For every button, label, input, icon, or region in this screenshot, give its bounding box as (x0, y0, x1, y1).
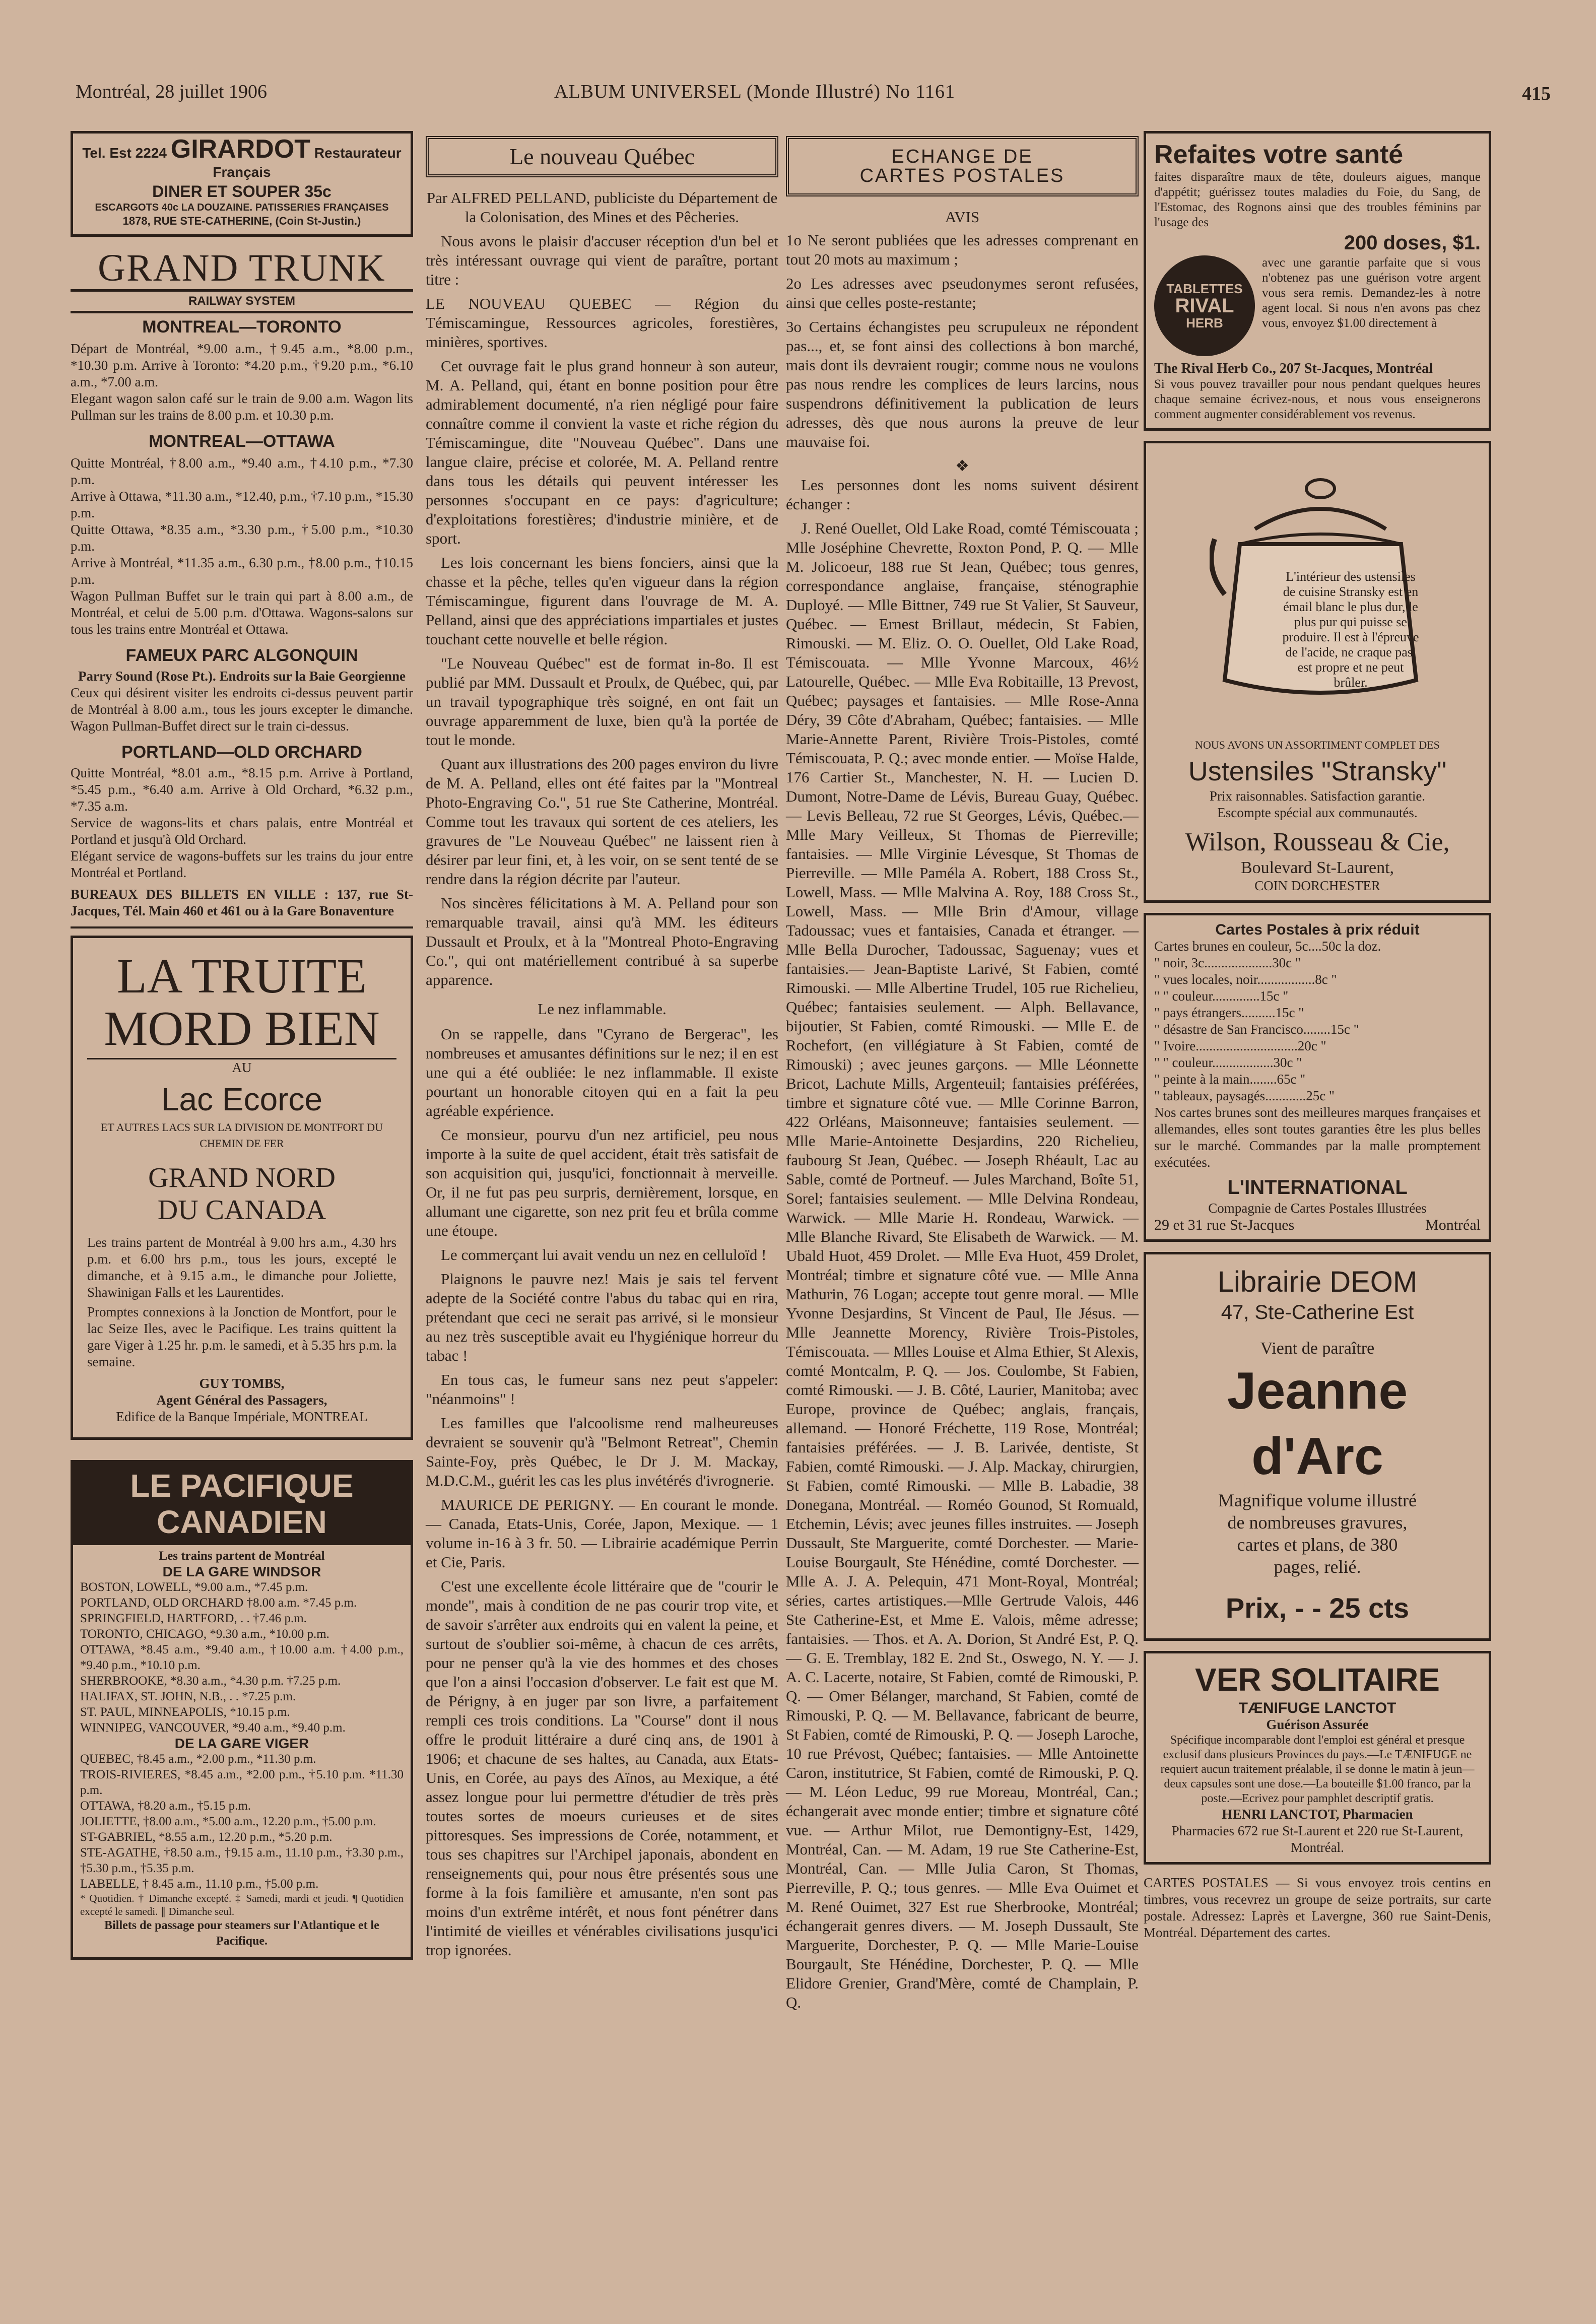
cartes-l8: " " couleur..................30c " (1154, 1055, 1302, 1070)
cartes-l1: Cartes brunes en couleur, 5c....50c la doz. (1154, 939, 1381, 954)
pac-l13: JOLIETTE, †8.00 a.m., *5.00 a.m., 12.20 p.m., †5.00 p.m. (80, 1815, 376, 1828)
grand-trunk-ad (71, 247, 413, 919)
stransky-ad (1144, 441, 1491, 903)
cartes-l9: " peinte à la main........65c " (1154, 1072, 1306, 1087)
girardot-tag: Restaurateur Français (213, 145, 402, 180)
truite-sub: ET AUTRES LACS SUR LA DIVISION DE MONTFORT DU CHEMIN DE FER (100, 1121, 383, 1150)
stransky-firm: Wilson, Rousseau & Cie, (1185, 828, 1450, 856)
gt-h2: MONTREAL—OTTAWA (149, 432, 335, 451)
cartes-name: L'INTERNATIONAL (1227, 1176, 1408, 1199)
rival-logo-l2: RIVAL (1175, 295, 1234, 317)
pac-l5: OTTAWA, *8.45 a.m., *9.40 a.m., †10.00 a.m. †4.00 p.m., *9.40 p.m., *10.10 p.m. (80, 1643, 404, 1672)
deom-d2: de nombreuses gravures, (1227, 1512, 1408, 1533)
rival-logo-l3: HERB (1186, 315, 1223, 330)
gt-t6: Arrive à Montréal, *11.35 a.m., 6.30 p.m., †8.00 p.m., †10.15 p.m. (71, 555, 413, 587)
pac-l8: ST. PAUL, MINNEAPOLIS, *10.15 p.m. (80, 1705, 290, 1719)
article-p9: Ce monsieur, pourvu d'un nez artificiel, peu nous importe à la suite de quel accident, était très satisfait de son acquisition qui, jusqu'ici, fonctionnait à merveille. Or, il ne fut pas peu surpris, dernièrement, lorsque, en allumant une cigarette, son nez prit feu et brûla comme une étoupe. (426, 1126, 778, 1239)
cartes-postales-notice: CARTES POSTALES — Si vous envoyez trois centins en timbres, vous recevrez un groupe de seize portraits, sur carte postale. Adressez: Laprès et Lavergne, 360 rue Saint-Denis, Montréal. Département des cartes. (1144, 1875, 1491, 1940)
pac-l11: TROIS-RIVIERES, *8.45 a.m., *2.00 p.m., †5.10 p.m. *11.30 p.m. (80, 1768, 404, 1797)
girardot-l2: ESCARGOTS 40c LA DOUZAINE. PATISSERIES FRANÇAISES (95, 202, 389, 213)
column-2 (426, 131, 778, 1965)
stransky-l2: Escompte spécial aux communautés. (1217, 805, 1418, 820)
divider (71, 926, 413, 928)
gt-t9: Ceux qui désirent visiter les endroits ci-dessus peuvent partir de Montréal à 8.00 a.m., tous les jours excepter le dimanche. Wagon Pullman-Buffet direct sur le train ci-dessus. (71, 685, 413, 734)
girardot-name: GIRARDOT (170, 135, 311, 164)
avis-heading: AVIS (945, 208, 980, 226)
gt-h1: MONTREAL—TORONTO (142, 317, 342, 337)
pac-l7: HALIFAX, ST. JOHN, N.B., . . *7.25 p.m. (80, 1690, 296, 1703)
truite-sig: GUY TOMBS, (199, 1376, 285, 1391)
ver-text: Spécifique incomparable dont l'emploi est général et presque exclusif dans plusieurs Provinces du pays.—Le TÆNIFUGE ne requiert aucun traitement préalable, il se donne le matin à jeun—deux capsules sont une dose.—La bouteille $1.00 franco, par la poste.—Ecrivez pour pamphlet descriptif gratis. (1160, 1734, 1475, 1805)
cartes-l6: " désastre de San Francisco........15c " (1154, 1022, 1359, 1037)
pac-l18: Billets de passage pour steamers sur l'Atlantique et le Pacifique. (104, 1919, 379, 1948)
header-title: ALBUM UNIVERSEL (Monde Illustré) No 1161 (554, 81, 956, 102)
cartes-addr-left: 29 et 31 rue St-Jacques (1154, 1217, 1295, 1233)
pac-l15: STE-AGATHE, †8.50 a.m., †9.15 a.m., 11.10 p.m., †3.30 p.m., †5.30 p.m., †5.35 p.m. (80, 1846, 404, 1875)
pac-sub: Les trains partent de Montréal (159, 1549, 325, 1563)
truite-p2: Promptes connexions à la Jonction de Montfort, pour le lac Seize Iles, avec le Pacifique. Les trains quittent la gare Viger à 1.25 hr. p.m. le samedi, et à 5.35 hrs p.m. la semaine. (87, 1304, 396, 1369)
gt-h3: FAMEUX PARC ALGONQUIN (125, 646, 358, 665)
pac-l17: * Quotidien. † Dimanche excepté. ‡ Samedi, mardi et jeudi. ¶ Quotidien excepté le samedi. ∥ Dimanche seul. (80, 1892, 404, 1917)
article-p2: LE NOUVEAU QUEBEC — Région du Témiscamingue, Ressources agricoles, forestières, minières, sportives. (426, 295, 778, 351)
deom-addr: 47, Ste-Catherine Est (1221, 1301, 1414, 1323)
pac-g1: DE LA GARE WINDSOR (162, 1564, 321, 1579)
gt-t5: Quitte Ottawa, *8.35 a.m., *3.30 p.m., †5.00 p.m., *10.30 p.m. (71, 522, 413, 554)
truite-sig3: Edifice de la Banque Impériale, MONTREAL (116, 1409, 368, 1424)
article-p6: Quant aux illustrations des 200 pages environ du livre de M. A. Pelland, elles ont été faites par la "Montreal Photo-Engraving Co.", 51 rue Ste Catherine, Montréal. Comme tout les travaux qui sortent de ces ateliers, les gravures de "Le Nouveau Québec" ne laissent rien à désirer par leur fini, et, à les voir, on se sent tenté de se rendre dans la région décrite par l'auteur. (426, 755, 778, 888)
column-4 (1144, 131, 1491, 1941)
column-1 (71, 131, 413, 1970)
truite-rail2: DU CANADA (157, 1194, 326, 1226)
gt-t10: Quitte Montréal, *8.01 a.m., *8.15 p.m. Arrive à Portland, *5.45 p.m., *6.40 a.m. Arrive à Old Orchard, *6.32 p.m., *7.35 a.m. (71, 765, 413, 814)
column-3 (786, 131, 1139, 2017)
article-p11: Plaignons le pauvre nez! Mais je sais tel fervent adepte de la Société contre l'abus du tabac qui en rira, prétendant que ceci ne serait pas arrivé, si le monsieur au nez très susceptible avait eu l'hygiénique horreur du tabac ! (426, 1270, 778, 1364)
ver-solitaire-ad (1144, 1651, 1491, 1865)
cartes-l7: " Ivoire..............................20c " (1154, 1038, 1326, 1053)
deom-vient: Vient de paraître (1260, 1339, 1375, 1358)
header-date: Montréal, 28 juillet 1906 (76, 81, 267, 102)
gt-h4: PORTLAND—OLD ORCHARD (121, 743, 362, 762)
rival-title: Refaites votre santé (1154, 140, 1404, 169)
ver-g: Guérison Assurée (1266, 1717, 1369, 1732)
exchange-banner (786, 136, 1139, 196)
pac-l14: ST-GABRIEL, *8.55 a.m., 12.20 p.m., *5.20 p.m. (80, 1830, 332, 1844)
pac-l12: OTTAWA, †8.20 a.m., †5.15 p.m. (80, 1799, 251, 1813)
cartes-l10: " tableaux, paysagés............25c " (1154, 1088, 1335, 1103)
girardot-tel: Tel. Est 2224 (82, 145, 167, 161)
cartes-l5: " pays étrangers..........15c " (1154, 1005, 1304, 1020)
truite-sig2: Agent Général des Passagers, (156, 1392, 327, 1408)
pac-l3: SPRINGFIELD, HARTFORD, . . †7.46 p.m. (80, 1612, 307, 1625)
cartes-ad (1144, 913, 1491, 1242)
exchange-banner-l1: ECHANGE DE (891, 146, 1033, 167)
gt-t13: BUREAUX DES BILLETS EN VILLE : 137, rue St-Jacques, Tél. Main 460 et 461 ou à la Gare Bonaventure (71, 887, 413, 918)
girardot-ad (71, 131, 413, 237)
cartes-l4: " " couleur..............15c " (1154, 988, 1289, 1004)
cartes-l2: " noir, 3c....................30c " (1154, 955, 1301, 970)
avis-rule-3: 3o Certains échangistes peu scrupuleux ne répondent pas..., et, se font ainsi des collections à bon marché, mais dont ils devraient rougir; comme nous ne voulons pas nous rendre les complices de leurs larcins, nous suspendrons définitivement la publication de leurs adresses, dès que nous aurons la preuve de leur mauvaise foi. (786, 318, 1139, 450)
article-p14: MAURICE DE PERIGNY. — En courant le monde. — Canada, Etats-Unis, Corée, Japon, Mexique. — 1 volume in-16 à 3 fr. 50. — Librairie académique Perrin et Cie, Paris. (426, 1496, 778, 1571)
truite-ad (71, 936, 413, 1440)
avis-rule-1: 1o Ne seront publiées que les adresses comprenant en tout 20 mots au maximum ; (786, 231, 1139, 268)
gt-t4: Arrive à Ottawa, *11.30 a.m., *12.40, p.m., †7.10 p.m., *15.30 p.m. (71, 489, 413, 520)
truite-place: Lac Ecorce (161, 1081, 323, 1117)
article-byline: Par ALFRED PELLAND, publiciste du Département de la Colonisation, des Mines et des Pêcheries. (426, 189, 778, 226)
pac-l6: SHERBROOKE, *8.30 a.m., *4.30 p.m. †7.25 p.m. (80, 1674, 341, 1688)
cartes-text: Nos cartes brunes sont des meilleures marques françaises et allemandes, elles sont toutes garanties être les plus belles sur le marché. Commandes par la malle promptement exécutées. (1154, 1105, 1481, 1170)
deom-ad (1144, 1252, 1491, 1641)
stransky-corner: COIN DORCHESTER (1254, 878, 1380, 893)
rival-herb-ad (1144, 131, 1491, 431)
gt-t11: Service de wagons-lits et chars palais, entre Montréal et Portland et jusqu'à Old Orchard. (71, 815, 413, 847)
deom-name: Librairie DEOM (1217, 1266, 1418, 1298)
article-p8: On se rappelle, dans "Cyrano de Bergerac", les nombreuses et amusantes définitions sur le nez; il en est une qui a été oubliée: le nez inflammable. Il existe pourtant un honorable citoyen qui en a fait la peu agréable expérience. (426, 1025, 778, 1119)
rival-text: avec une garantie parfaite que si vous n'obtenez pas une guérison votre argent vous sera remis. Demandez-les à notre agent local. Si nous n'en avons pas chez vous, envoyez $1.00 directement à (1262, 256, 1481, 330)
ornament: ❖ (955, 457, 969, 475)
stransky-note: L'intérieur des ustensiles de cuisine Stransky est en émail blanc le plus dur, le plus pur qui puisse se produire. Il est à l'épreuve de l'acide, ne craque pas, est propre et ne peut brûler. (1282, 569, 1419, 690)
avis-rule-2: 2o Les adresses avec pseudonymes seront refusées, ainsi que celles poste-restante; (786, 275, 1139, 311)
pac-l1: BOSTON, LOWELL, *9.00 a.m., *7.45 p.m. (80, 1580, 308, 1594)
truite-p1: Les trains partent de Montréal à 9.00 hrs a.m., 4.30 hrs p.m. et 6.00 hrs p.m., tous les jours, excepté le dimanche, et à 9.15 a.m., le dimanche pour Joliette, Shawinigan Falls et les Laurentides. (87, 1235, 396, 1300)
girardot-l1: DINER ET SOUPER 35c (152, 182, 331, 201)
pac-l10: QUEBEC, †8.45 a.m., *2.00 p.m., *11.30 p.m. (80, 1752, 316, 1766)
rival-price: 200 doses, $1. (1344, 232, 1481, 254)
truite-t2: MORD BIEN (104, 1002, 380, 1056)
pac-l4: TORONTO, CHICAGO, *9.30 a.m., *10.00 p.m. (80, 1627, 329, 1641)
pacifique-ad (71, 1460, 413, 1960)
rival-side: faites disparaître maux de tête, douleurs aigues, manque d'appétit; guérissez toutes maladies du Foie, du Sang, de l'Estomac, des Rognons ainsi que des troubles féminins par l'usage des (1154, 170, 1481, 229)
pac-g2: DE LA GARE VIGER (174, 1736, 309, 1751)
page-header (76, 76, 1551, 111)
rival-logo-l1: TABLETTES (1166, 281, 1243, 296)
article-p1: Nous avons le plaisir d'accuser réception d'un bel et très intéressant ouvrage qui vient de paraître, portant titre : (426, 232, 778, 288)
cartes-title: Cartes Postales à prix réduit (1215, 921, 1420, 938)
kettle-illustration (1154, 448, 1481, 731)
article-p12: En tous cas, le fumeur sans nez peut s'appeler: "néanmoins" ! (426, 1371, 778, 1408)
stransky-assort: NOUS AVONS UN ASSORTIMENT COMPLET DES (1195, 739, 1440, 751)
article-p3: Cet ouvrage fait le plus grand honneur à son auteur, M. A. Pelland, qui, étant en bonne position pour être admirablement documenté, n'a rien négligé pour faire connaître comme il convient la vaste et riche région du Témiscamingue, dite "Nouveau Québec". Dans une langue claire, précise et colorée, M. A. Pelland rentre dans tous les détails qui peuvent intéresser les personnes s'occupant en ce pays: d'agriculture; d'exploitations forestières; d'industrie minière, et de sport. (426, 357, 778, 547)
ver-title: VER SOLITAIRE (1195, 1662, 1440, 1698)
gt-t12: Elégant service de wagons-buffets sur les trains du jour entre Montréal et Portland. (71, 848, 413, 880)
ver-name: HENRI LANCTOT, Pharmacien (1222, 1807, 1413, 1822)
rival-logo (1154, 255, 1255, 356)
article-p13: Les familles que l'alcoolisme rend malheureuses devraient se souvenir qu'à "Belmont Retreat", Chemin Sainte-Foy, près Québec, le Dr J. M. Mackay, M.D.C.M., guérit les cas les plus invétérés d'ivrognerie. (426, 1414, 778, 1489)
deom-d1: Magnifique volume illustré (1218, 1490, 1417, 1510)
exchange-lead: Les personnes dont les noms suivent désirent échanger : (786, 476, 1139, 513)
stransky-addr: Boulevard St-Laurent, (1240, 858, 1394, 877)
article-p5: "Le Nouveau Québec" est de format in-8o. Il est publié par MM. Dussault et Proulx, de Québec, qui, par un travail typographique très soigné, en ont fait un ouvrage apparemment de luxe, bien qu'à la portée de tout le monde. (426, 654, 778, 749)
gt-t8: Parry Sound (Rose Pt.). Endroits sur la Baie Georgienne (78, 669, 406, 684)
stransky-title: Ustensiles "Stransky" (1188, 756, 1447, 786)
page-number: 415 (1522, 83, 1551, 104)
gt-t3: Quitte Montréal, †8.00 a.m., *9.40 a.m., †4.10 p.m., *7.30 p.m. (71, 455, 413, 487)
article-p7: Nos sincères félicitations à M. A. Pelland pour son remarquable travail, ainsi qu'à MM. les éditeurs Dussault et Proulx, et à la "Montreal Photo-Engraving Co.", qui ont matériellement contribué à sa superbe apparence. (426, 894, 778, 988)
article-banner: Le nouveau Québec (426, 136, 778, 177)
cartes-addr-right: Montréal (1425, 1217, 1481, 1233)
truite-t1: LA TRUITE (116, 949, 367, 1004)
cartes-l3: " vues locales, noir.................8c " (1154, 972, 1337, 987)
pac-l9: WINNIPEG, VANCOUVER, *9.40 a.m., *9.40 p.m. (80, 1721, 346, 1735)
truite-rail1: GRAND NORD (148, 1162, 336, 1193)
gt-title: GRAND TRUNK (98, 247, 386, 289)
nez-heading: Le nez inflammable. (538, 1000, 667, 1018)
cartes-sub: Compagnie de Cartes Postales Illustrées (1208, 1201, 1427, 1216)
article-p15: C'est une excellente école littéraire que de "courir le monde", mais à condition de ne pas courir trop vite, et de savoir s'arrêter aux endroits qui en valent la peine, et surtout de s'oublier soi-même, à chacun de ces arrêts, pour ne penser qu'à la vie des hommes et des choses que l'on a ainsi l'occasion d'observer. Le fait est que M. de Périgny, à en juger par son livre, a parfaitement rempli ces trois conditions. La "Course" dont il nous offre le produit littéraire a duré cinq ans, de 1901 à 1906; et chacune de ses haltes, au Canada, aux Etats-Unis, en Corée, au pays des Aïnos, au Mexique, a été assez longue pour lui permettre d'étudier de très près toutes sortes de moeurs curieuses et de sites pittoresques. Ses impressions de Corée, notamment, et tous ses chapitres sur l'Archipel japonais, abondent en renseignements qui, pour nous être présentés sous une forme à la fois familière et amusante, n'en sont pas moins d'un extrême intérêt, et nous font pénétrer dans l'intimité de vieilles et vénérables civilisations jusqu'ici trop ignorées. (426, 1577, 778, 1959)
exchange-banner-l2: CARTES POSTALES (859, 165, 1065, 186)
pac-t1: LE PACIFIQUE (73, 1463, 411, 1504)
stransky-l1: Prix raisonnables. Satisfaction garantie. (1209, 788, 1426, 804)
pac-l2: PORTLAND, OLD ORCHARD †8.00 a.m. *7.45 p.m. (80, 1596, 357, 1610)
pac-t2: CANADIEN (73, 1504, 411, 1545)
deom-title: Jeanne d'Arc (1227, 1362, 1408, 1486)
exchange-list: J. René Ouellet, Old Lake Road, comté Témiscouata ; Mlle Joséphine Chevrette, Roxton Pond, P. Q. — Mlle M. Jolicoeur, 188 rue St Jean, Québec; tous genres, correspondance anglaise, française, sténographie Duployé. — Mlle Bittner, 749 rue St Valier, St Sauveur, Québec. — Ernest Brillaut, médecin, St Fabien, Rimouski. — M. Eliz. O. O. Ouellet, Old Lake Road, Témiscouata. — Mlle Yvonne Marcoux, 46½ Latourelle, Québec. — Mlle Eva Robitaille, 13 Prevost, Québec; paysages et fantaisies. — Mlle Rose-Anna Déry, 39 Côte d'Abraham, Québec; fantaisies. — Mlle Marie-Annette Parent, Rivière Trois-Pistoles, comté Témiscouata, P. Q.; avec monde entier. — Moïse Halde, 176 Cartier St., Manchester, N. H. — Lucien D. Dumont, Notre-Dame de Lévis, Bureau Guay, Québec. — Levis Belleau, 72 rue St Georges, Lévis, Québec.— Mlle Mary Veilleux, St Thomas de Pierreville; fantaisies. — Mlle Virginie Lévesque, St Thomas de Pierreville. — Mlle Paméla A. Robert, 188 Cross St., Lowell, Mass. — Mlle Malvina A. Roy, 188 Cross St., Lowell, Mass. — Mlle Brin d'Amour, village Tadoussac; vues et fantaisies, Canada et étranger. — Mlle Bella Durocher, Tadoussac, Saguenay; vues et fantaisies.— Jean-Baptiste Larivé, St Fabien, comté Rimouski. — Mlle Albertine Trudel, 105 rue Richelieu, Québec; fantaisies seulement. — Alph. Bellavance, bijoutier, St Fabien, comté Rimouski. — Mlle E. de Rochefort, (en villégiature à St Fabien, comté de Rimouski) ; avec jeunes garçons. — Mlle Léonnette Bricot, Lachute Mills, Argenteuil; fantaisies préférées, timbre et signature côté vue. — Mlle Corinne Barron, 422 Orléans, Maisonneuve; fantaisies seulement. — Mlle Marie-Antoinette Desjardins, 220 Richelieu, faubourg St Jean, Québec. — Joseph Rhéault, Lac au Sable, comté de Portneuf. — Jules Marchand, Boîte 51, Sorel; fantaisies seulement. — Mlle Delvina Rondeau, Warwick. — Mlle Marie H. Rondeau, Warwick. — Mlle Blanche Rivard, Ste Elisabeth de Warwick. — M. Ubald Huot, 459 Drolet. — Mlle Eva Huot, 459 Drolet, Montréal; timbre et signature côté vue. — Mlle Anna Mathurin, 76 Logan; accepte tout genre moral. — Mlle Yvonne Desjardins, St Vincent de Paul, Ile Jésus. — Mlle Jeannette Morency, Rivière Trois-Pistoles, Témiscouata. — Mlles Louise et Alma Ethier, St Alexis, comté Montcalm, P. Q. — Jos. Coulombe, St Fabien, comté Rimouski. — J. B. Côté, Laurier, Manitoba; avec Europe, province de Québec; anglais, français, allemand. — Honoré Fréchette, 119 Rose, Montréal; fantaisies préférées. — J. B. Larivée, dentiste, St Fabien, comté Rimouski. — J. Alp. Mackay, chirurgien, St Fabien, comté Rimouski. — Mlle B. Labadie, 38 Donegana, Montréal. — Roméo Gounod, St Romuald, Etchemin, Lévis; avec jeunes filles instruites. — Joseph Dussault, Ste Marguerite, comté Dorchester. — Marie-Louise Bourgault, Ste Hénédine, comté Dorchester. — Mlle A. J. A. Pelequin, 471 Mont-Royal, Montréal; séries, cartes artistiques.—Mlle Gertrude Valois, 446 Ste Catherine-Est, et Mme E. Valois, même adresse; fantaisies. — Thos. et A. A. Dorion, St André Est, P. Q. — G. E. Tremblay, 182 E. 2nd St., Oswego, N. Y. — J. A. C. Lacerte, notaire, St Fabien, comté de Rimouski, P. Q. — Omer Bélanger, marchand, St Fabien, comté de Rimouski, P. Q. — M. Bellavance, fabricant de beurre, St Fabien, comté de Rimouski, P. Q. — Joseph Laroche, 10 rue Prévost, Québec; fantaisies. — Mlle Antoinette Caron, institutrice, St Fabien, comté de Rimouski, P. Q. — M. Léon Leduc, 99 rue Moreau, Montréal, Can.; échangerait avec monde entier; timbre et signature côté vue. — Arthur Milot, rue Demontigny-Est, 1429, Montréal, Can. — M. Adam, 19 rue Ste Catherine-Est, Montréal, Can. — Mlle Julia Caron, St Thomas, Pierreville, P. Q.; tous genres. — Mlle Eva Ouimet et M. René Ouimet, 327 Est rue Sherbrooke, Montréal; échangerait genres divers. — M. Joseph Dussault, Ste Marguerite, Dorchester, P. Q. — Mlle Marie-Louise Bourgault, Ste Hénédine, Dorchester, P. Q. — Mlle Elidore Grenier, Grand'Mère, comté de Champlain, P. Q. (786, 519, 1139, 2011)
deom-d4: pages, relié. (1274, 1557, 1361, 1577)
pac-l16: LABELLE, † 8.45 a.m., 11.10 p.m., †5.00 p.m. (80, 1877, 319, 1891)
girardot-l3: 1878, RUE STE-CATHERINE, (Coin St-Justin.) (122, 215, 361, 227)
article-p10: Le commerçant lui avait vendu un nez en celluloïd ! (441, 1246, 767, 1264)
truite-au: AU (87, 1058, 396, 1076)
gt-t1: Départ de Montréal, *9.00 a.m., †9.45 a.m., *8.00 p.m., *10.30 p.m. Arrive à Toronto: *4.20 p.m., †9.20 p.m., *6.10 a.m., *7.00 a.m. (71, 341, 413, 389)
gt-t2: Elegant wagon salon café sur le train de 9.00 a.m. Wagon lits Pullman sur les trains de 8.00 p.m. et 10.30 p.m. (71, 391, 413, 423)
rival-foot: Si vous pouvez travailler pour nous pendant quelques heures chaque semaine écrivez-nous, et nous vous enseignerons comment augmenter considérablement vos revenus. (1154, 377, 1481, 421)
gt-sub: RAILWAY SYSTEM (71, 289, 413, 313)
article-p4: Les lois concernant les biens fonciers, ainsi que la chasse et la pêche, telles qu'en vigueur dans la région Témiscamingue, figurent dans l'ouvrage de M. A. Pelland, ainsi que des appréciations impartiales et justes touchant cette nouvelle et belle région. (426, 554, 778, 648)
deom-d3: cartes et plans, de 380 (1237, 1535, 1398, 1555)
rival-company: The Rival Herb Co., 207 St-Jacques, Montréal (1154, 361, 1433, 376)
ver-addr: Pharmacies 672 rue St-Laurent et 220 rue St-Laurent, Montréal. (1171, 1823, 1464, 1855)
ver-sub: TÆNIFUGE LANCTOT (1238, 1700, 1396, 1716)
deom-price: Prix, - - 25 cts (1225, 1592, 1410, 1624)
gt-t7: Wagon Pullman Buffet sur le train qui part à 8.00 a.m., de Montréal, et celui de 5.00 p.m. d'Ottawa. Wagons-salons sur tous les trains entre Montréal et Ottawa. (71, 588, 413, 637)
